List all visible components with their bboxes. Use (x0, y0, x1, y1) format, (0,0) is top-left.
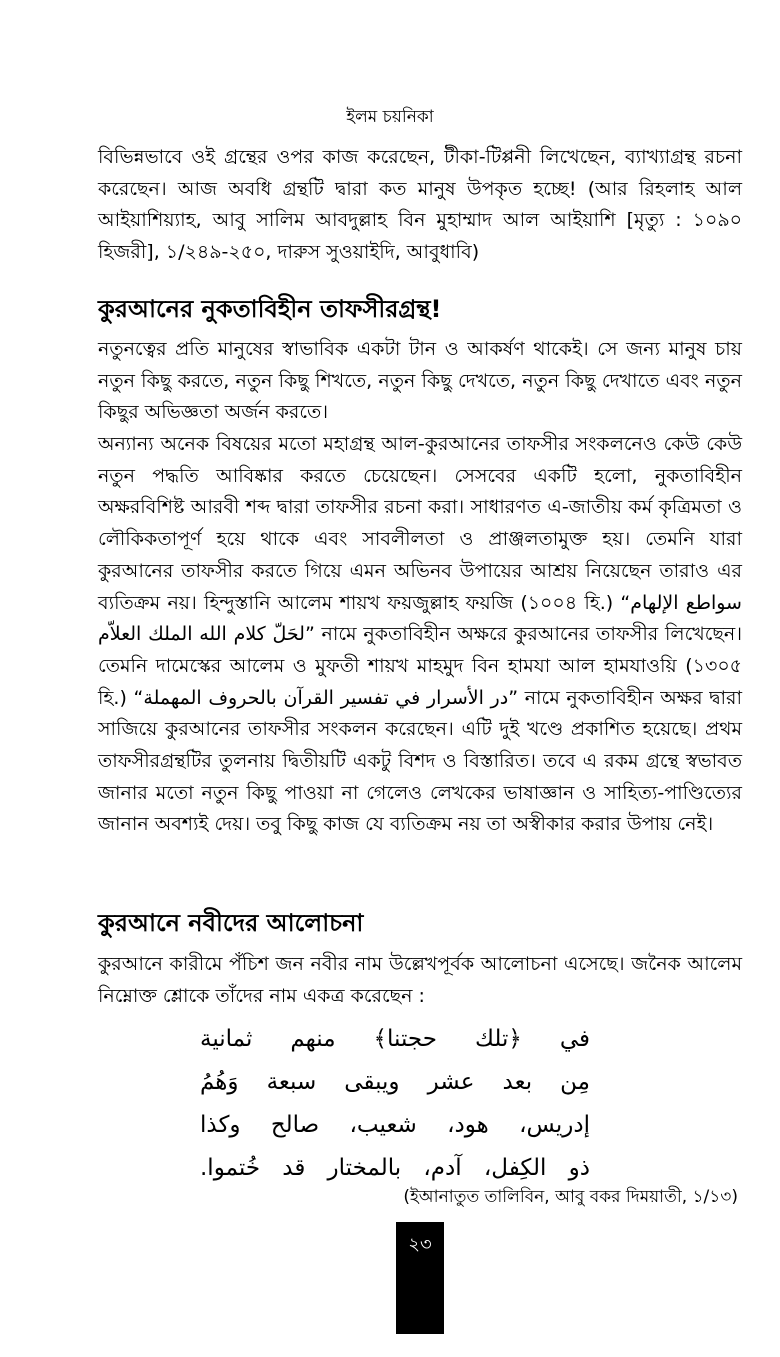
section1-paragraph-2 (98, 429, 742, 841)
intro-paragraph: বিভিন্নভাবে ওই গ্রন্থের ওপর কাজ করেছেন, টীকা-টিপ্পনী লিখেছেন, ব্যাখ্যাগ্রন্থ রচনা করেছেন। আজ অবধি গ্রন্থটি দ্বারা কত মানুষ উপকৃত হচ্ছে! (আর রিহলাহ আল আইয়াশিয়্যাহ, আবু সালিম আবদুল্লাহ বিন মুহাম্মাদ আল আইয়াশি [মৃত্যু : ১০৯০ হিজরী], ১/২৪৯-২৫০, দারুস সুওয়াইদি, আবুধাবি) (98, 146, 742, 264)
paragraph-text: ” নামে নুকতাবিহীন অক্ষর দ্বারা সাজিয়ে কুরআনের তাফসীর সংকলন করেছেন। এটি দুই খণ্ডে প্রকাশিত হয়েছে। প্রথম তাফসীরগ্রন্থটির তুলনায় দ্বিতীয়টি একটু বিশদ ও বিস্তারিত। তবে এ রকম গ্রন্থে স্বভাবত জানার মতো নতুন কিছু পাওয়া না গেলেও লেখকের ভাষাজ্ঞান ও সাহিত্য-পাণ্ডিত্যের জানান অবশ্যই দেয়। তবু কিছু কাজ যে ব্যতিক্রম নয় তা অস্বীকার করার উপায় নেই। (98, 686, 742, 836)
poem-line: في ﴿تلك حجتنا﴾ منهم ثمانية (200, 1026, 590, 1052)
page-number-tab (396, 1222, 444, 1334)
poem-citation: (ইআনাতুত তালিবিন, আবু বকর দিময়াতী, ১/১৩) (403, 1187, 738, 1207)
paragraph-text: অন্যান্য অনেক বিষয়ের মতো মহাগ্রন্থ আল-কুরআনের তাফসীর সংকলনেও কেউ কেউ নতুন পদ্ধতি আবিষ্কার করতে চেয়েছেন। সেসবের একটি হলো, নুকতাবিহীন অক্ষরবিশিষ্ট আরবী শব্দ দ্বারা তাফসীর রচনা করা। সাধারণত এ-জাতীয় কর্ম কৃত্রিমতা ও লৌকিকতাপূর্ণ হয়ে থাকে এবং সাবলীলতা ও প্রাঞ্জলতামুক্ত হয়। তেমনি যারা কুরআনের তাফসীর করতে গিয়ে এমন অভিনব উপায়ের আশ্রয় নিয়েছেন তারাও এর ব্যতিক্রম নয়। হিন্দুস্তানি আলেম শায়খ ফয়জুল্লাহ ফয়জি (১০০৪ হি.) “ (98, 433, 742, 614)
arabic-poem (200, 1018, 590, 1190)
section1-paragraph-1: নতুনত্বের প্রতি মানুষের স্বাভাবিক একটা টান ও আকর্ষণ থাকেই। সে জন্য মানুষ চায় নতুন কিছু করতে, নতুন কিছু শিখতে, নতুন কিছু দেখতে, নতুন কিছু দেখাতে এবং নতুন কিছুর অভিজ্ঞতা অর্জন করতে। (98, 338, 742, 424)
page-number: ২৩ (408, 1234, 432, 1255)
section-heading-undotted-tafsir: কুরআনের নুকতাবিহীন তাফসীরগ্রন্থ! (98, 295, 442, 323)
poem-line: مِن بعد عشر ويبقى سبعة وَهُمُ (200, 1069, 590, 1095)
poem-line: إدريس، هود، شعيب، صالح وكذا (200, 1112, 590, 1138)
section2-paragraph-1: কুরআনে কারীমে পঁচিশ জন নবীর নাম উল্লেখপূর্বক আলোচনা এসেছে। জনৈক আলেম নিম্নোক্ত শ্লোকে তাঁদের নাম একত্র করেছেন : (98, 953, 742, 1007)
section-heading-prophets: কুরআনে নবীদের আলোচনা (98, 909, 364, 937)
running-head: ইলম চয়নিকা (346, 107, 434, 127)
paragraph-text: ” নামে নুকতাবিহীন অক্ষরে কুরআনের তাফসীর লিখেছেন। তেমনি দামেস্কের আলেম ও মুফতী শায়খ মাহমুদ বিন হামযা আল হামযাওয়ি (১৩০৫ হি.) “ (98, 623, 742, 709)
poem-line: ذو الكِفل، آدم، بالمختار قد خُتموا. (200, 1155, 590, 1181)
arabic-book-title-2: در الأسرار في تفسير القرآن بالحروف المهملة (143, 686, 509, 709)
arabic-book-title-1: سواطع الإلهام لحَلّ كلام الله الملك العلاّم (98, 591, 742, 646)
